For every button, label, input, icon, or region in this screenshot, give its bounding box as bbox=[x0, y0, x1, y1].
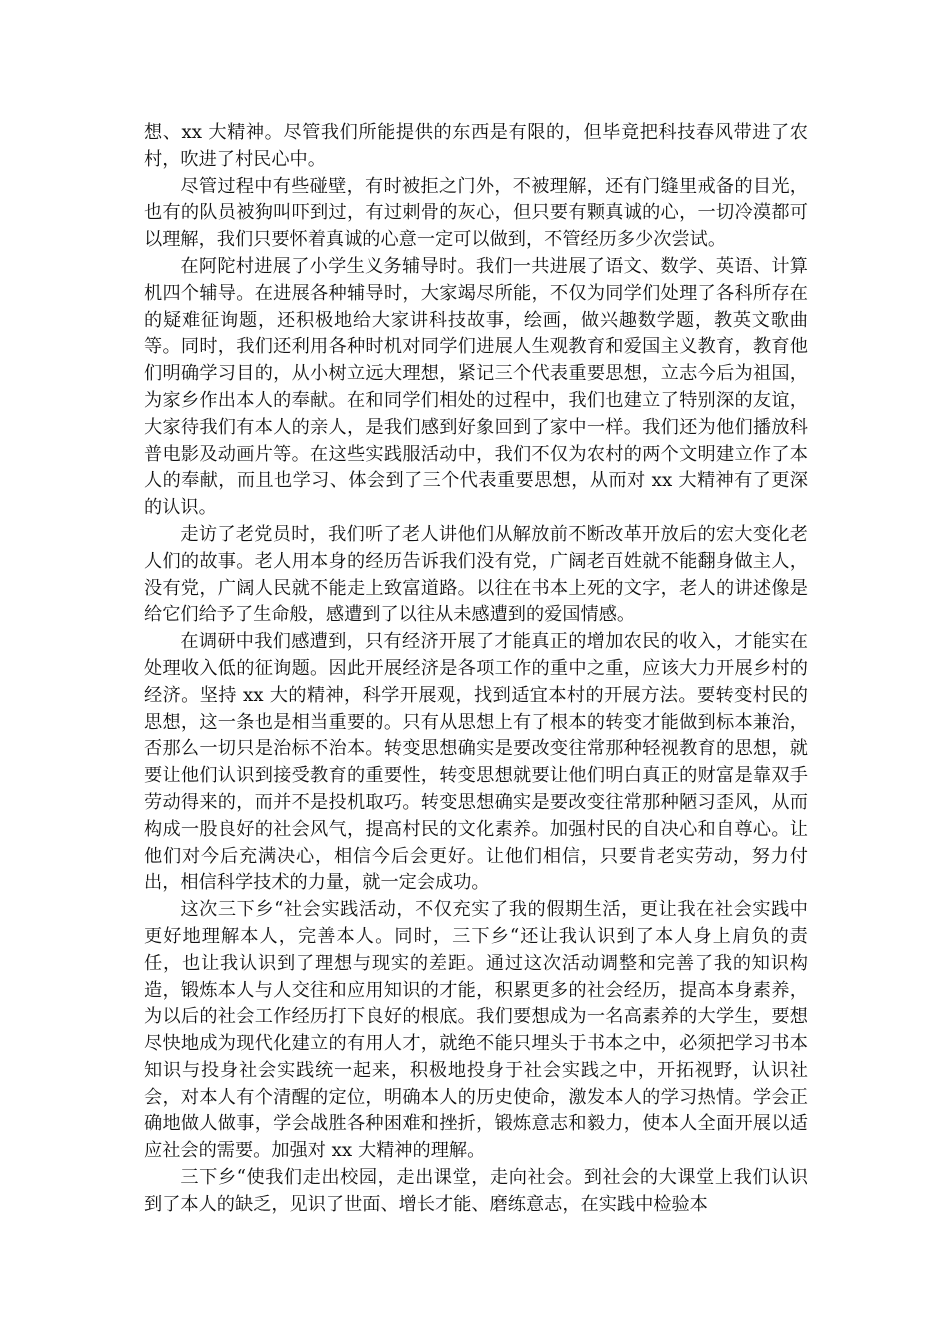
paragraph-7: 三下乡“使我们走出校园，走出课堂，走向社会。到社会的大课堂上我们认识到了本人的缺乏，见识了世面、增长才能、磨练意志，在实践中检验本 bbox=[144, 1167, 808, 1215]
paragraph-6: 这次三下乡“社会实践活动，不仅充实了我的假期生活，更让我在社会实践中更好地理解本人，完善本人。同时，三下乡“还让我认识到了本人身上肩负的责任，也让我认识到了理想与现实的差距。通过这次活动调整和完善了我的知识构造，锻炼本人与人交往和应用知识的才能，积累更多的社会经历，提高本身素养，为以后的社会工作经历打下良好的根底。我们要想成为一名高素养的大学生，要想尽快地成为现代化建立的有用人才，就绝不能只埋头于书本之中，必须把学习书本知识与投身社会实践统一起来，积极地投身于社会实践之中，开拓视野，认识社会，对本人有个清醒的定位，明确本人的历史使命，激发本人的学习热情。学会正确地做人做事，学会战胜各种困难和挫折，锻炼意志和毅力，使本人全面开展以适应社会的需要。加强对 xx 大精神的理解。 bbox=[144, 899, 808, 1162]
paragraph-5: 在调研中我们感遭到，只有经济开展了才能真正的增加农民的收入，才能实在处理收入低的征询题。因此开展经济是各项工作的重中之重，应该大力开展乡村的经济。坚持 xx 大的精神，科学开展观，找到适宜本村的开展方法。要转变村民的思想，这一条也是相当重要的。只有从思想上有了根本的转变才能做到标本兼治，否那么一切只是治标不治本。转变思想确实是要改变往常那种轻视教育的思想，就要让他们认识到接受教育的重要性，转变思想就要让他们明白真正的财富是靠双手劳动得来的，而并不是投机取巧。转变思想确实是要改变往常那种陋习歪风，从而构成一股良好的社会风气，提高村民的文化素养。加强村民的自决心和自尊心。让他们对今后充满决心，相信今后会更好。让他们相信，只要肯老实劳动，努力付出，相信科学技术的力量，就一定会成功。 bbox=[144, 631, 808, 894]
paragraph-1: 想、xx 大精神。尽管我们所能提供的东西是有限的，但毕竟把科技春风带进了农村，吹进了村民心中。 bbox=[144, 122, 808, 170]
paragraph-3: 在阿陀村进展了小学生义务辅导时。我们一共进展了语文、数学、英语、计算机四个辅导。在进展各种辅导时，大家竭尽所能，不仅为同学们处理了各科所存在的疑难征询题，还积极地给大家讲科技故事，绘画，做兴趣数学题，教英文歌曲等。同时，我们还利用各种时机对同学们进展人生观教育和爱国主义教育，教育他们明确学习目的，从小树立远大理想，紧记三个代表重要思想，立志今后为祖国，为家乡作出本人的奉献。在和同学们相处的过程中，我们也建立了特别深的友谊，大家待我们有本人的亲人，是我们感到好象回到了家中一样。我们还为他们播放科普电影及动画片等。在这些实践服活动中，我们不仅为农村的两个文明建立作了本人的奉献，而且也学习、体会到了三个代表重要思想，从而对 xx 大精神有了更深的认识。 bbox=[144, 255, 808, 519]
paragraph-2: 尽管过程中有些碰壁，有时被拒之门外，不被理解，还有门缝里戒备的目光，也有的队员被狗叫吓到过，有过刺骨的灰心，但只要有颗真诚的心，一切冷漠都可以理解，我们只要怀着真诚的心意一定可以做到，不管经历多少次尝试。 bbox=[144, 175, 808, 251]
paragraph-4: 走访了老党员时，我们听了老人讲他们从解放前不断改革开放后的宏大变化老人们的故事。老人用本身的经历告诉我们没有党，广阔老百姓就不能翻身做主人，没有党，广阔人民就不能走上致富道路。以往在书本上死的文字，老人的讲述像是给它们给予了生命般，感遭到了以往从未感遭到的爱国情感。 bbox=[144, 523, 808, 626]
document-body bbox=[144, 120, 808, 1219]
